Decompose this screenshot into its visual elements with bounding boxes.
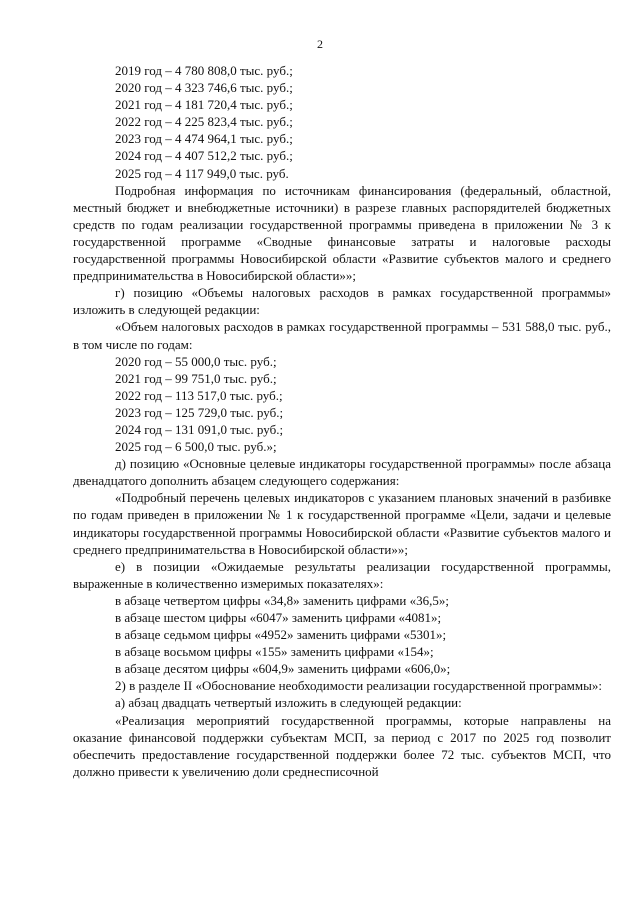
replace-line: в абзаце седьмом цифры «4952» заменить цифрами «5301»; bbox=[115, 627, 447, 643]
tax-line: 2024 год – 131 091,0 тыс. руб.; bbox=[115, 421, 284, 437]
replace-line: в абзаце восьмом цифры «155» заменить цифрами «154»; bbox=[115, 644, 434, 660]
tax-line: 2025 год – 6 500,0 тыс. руб.»; bbox=[115, 439, 277, 455]
paragraph-indicators-list: «Подробный перечень целевых индикаторов с указанием плановых значений в разбивке по годам приведен в приложении № 1 к государственной программе «Цели, задачи и целевые индикаторы государственной программы Новосибирской области «Развитие субъектов малого и среднего предпринимательства в Новосибирской области»»; bbox=[73, 490, 611, 557]
funding-line: 2020 год – 4 323 746,6 тыс. руб.; bbox=[115, 80, 293, 96]
funding-line: 2019 год – 4 780 808,0 тыс. руб.; bbox=[115, 63, 293, 78]
tax-line: 2020 год – 55 000,0 тыс. руб.; bbox=[115, 353, 277, 369]
funding-line: 2025 год – 4 117 949,0 тыс. руб. bbox=[115, 165, 289, 181]
page-number: 2 bbox=[317, 37, 323, 51]
paragraph-detail-info: Подробная информация по источникам финансирования (федеральный, областной, местный бюджет и внебюджетные источники) в разрезе главных распорядителей бюджетных средств по годам реализации государственной программы приведена в приложении № 3 к государственной программе «Сводные финансовые затраты и налоговые расходы государственной программы Новосибирской области «Развитие субъектов малого и среднего предпринимательства в Новосибирской области»»; bbox=[73, 182, 611, 284]
paragraph-item-g: г) позицию «Объемы налоговых расходов в рамках государственной программы» изложить в следующей редакции: bbox=[73, 285, 611, 318]
tax-line: 2023 год – 125 729,0 тыс. руб.; bbox=[115, 404, 284, 420]
paragraph-section-2: 2) в разделе II «Обоснование необходимости реализации государственной программы»: bbox=[115, 678, 602, 694]
replace-line: в абзаце четвертом цифры «34,8» заменить цифрами «36,5»; bbox=[115, 592, 449, 608]
paragraph-item-a: а) абзац двадцать четвертый изложить в следующей редакции: bbox=[115, 695, 462, 711]
paragraph-item-d: д) позицию «Основные целевые индикаторы государственной программы» после абзаца двенадцатого дополнить абзацем следующего содержания: bbox=[73, 456, 611, 489]
replace-line: в абзаце шестом цифры «6047» заменить цифрами «4081»; bbox=[115, 610, 442, 625]
funding-line: 2021 год – 4 181 720,4 тыс. руб.; bbox=[115, 97, 293, 113]
paragraph-implementation: «Реализация мероприятий государственной программы, которые направлены на оказание финансовой поддержки субъектам МСП, за период с 2017 по 2025 год позволит обеспечить предоставление государственной поддержки более 72 тыс. субъектов МСП, что должно привести к увеличению доли среднесписочной bbox=[73, 712, 611, 779]
funding-line: 2023 год – 4 474 964,1 тыс. руб.; bbox=[115, 131, 293, 147]
funding-line: 2024 год – 4 407 512,2 тыс. руб.; bbox=[115, 148, 293, 164]
document-body bbox=[73, 62, 611, 780]
paragraph-tax-volume: «Объем налоговых расходов в рамках государственной программы – 531 588,0 тыс. руб., в том числе по годам: bbox=[73, 319, 611, 352]
tax-line: 2021 год – 99 751,0 тыс. руб.; bbox=[115, 370, 277, 386]
paragraph-item-e: е) в позиции «Ожидаемые результаты реализации государственной программы, выраженные в количественно измеримых показателях»: bbox=[73, 558, 611, 591]
tax-line: 2022 год – 113 517,0 тыс. руб.; bbox=[115, 387, 283, 403]
funding-line: 2022 год – 4 225 823,4 тыс. руб.; bbox=[115, 114, 293, 130]
replace-line: в абзаце десятом цифры «604,9» заменить цифрами «606,0»; bbox=[115, 661, 451, 677]
